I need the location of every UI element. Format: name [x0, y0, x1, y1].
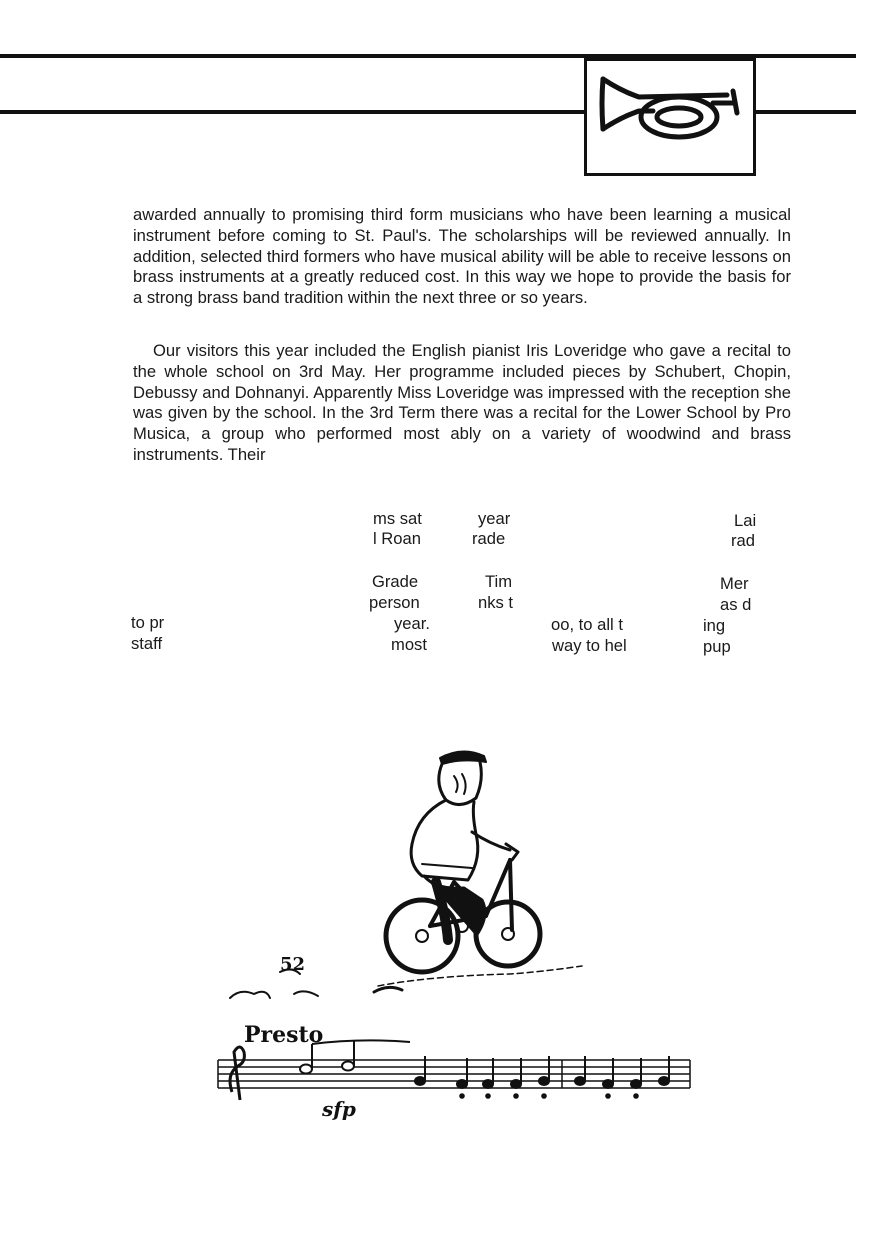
header-rule-bottom-right	[756, 110, 856, 114]
fragment-text: rad	[731, 531, 755, 550]
fragment-text: staff	[131, 634, 163, 653]
fragment-text: ing	[703, 616, 726, 635]
header-rule-bottom-left	[0, 110, 584, 114]
fragment-text: nks t	[478, 593, 514, 612]
fragment-text: Grade	[372, 572, 419, 591]
fragment-text: year	[478, 509, 511, 528]
fragment-text: Lai	[734, 511, 757, 530]
fragment-text: as d	[720, 595, 752, 614]
fragment-text: l Roan	[373, 529, 421, 548]
dynamic-marking: sfp	[322, 1097, 356, 1121]
cyclist-drawing	[210, 740, 700, 1125]
fragment-text: Tim	[485, 572, 513, 591]
tempo-marking: Presto	[244, 1022, 324, 1048]
bugle-box	[584, 58, 756, 176]
fragment-text: oo, to all t	[551, 615, 623, 634]
fragment-text: ms sat	[373, 509, 422, 528]
fragment-text: Mer	[720, 574, 749, 593]
fragment-text: most	[391, 635, 427, 654]
bar-number: 52	[280, 954, 306, 975]
fragment-text: year.	[394, 614, 430, 633]
article-paragraph-2: Our visitors this year included the English pianist Iris Loveridge who gave a recital to the whole school on 3rd May. Her programme included pieces by Schubert, Chopin, Debussy and Dohnanyi. Apparently Miss Loveridge was impressed with the reception she was given by the school. In the 3rd Term there was a recital for the Lower School by Pro Musica, a group who performed most ably on a variety of woodwind and brass instruments. Their	[133, 341, 791, 464]
fragment-text: to pr	[131, 613, 165, 632]
music-stave	[218, 1060, 690, 1088]
cyclist-illustration	[210, 740, 700, 1130]
fragment-text: pup	[703, 637, 731, 656]
article-paragraph-1: awarded annually to promising third form musicians who have been learning a musical instrument before coming to St. Paul's. The scholarships will be reviewed annually. In addition, selected third formers who have musical ability will be able to receive lessons on brass instruments at a greatly reduced cost. In this way we hope to provide the basis for a strong brass band tradition within the next three or so years.	[133, 205, 791, 308]
fragment-text: person	[369, 593, 420, 612]
fragment-text: rade	[472, 529, 506, 548]
bugle-icon	[587, 61, 753, 173]
fragment-text: way to hel	[552, 636, 627, 655]
